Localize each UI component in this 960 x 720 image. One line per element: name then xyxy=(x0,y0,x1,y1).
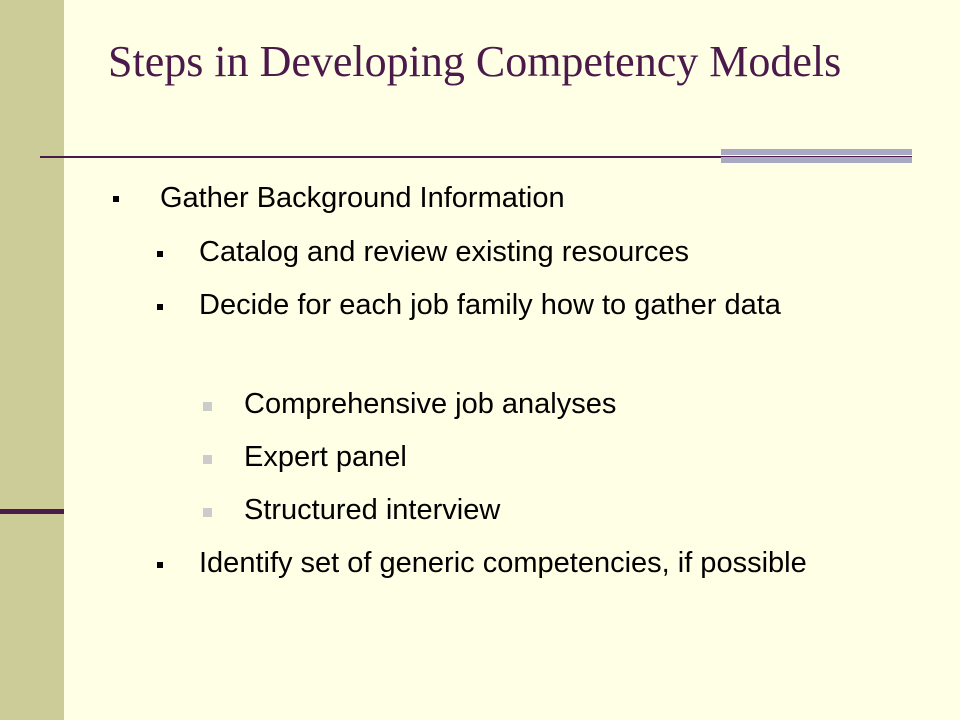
slide-title: Steps in Developing Competency Models xyxy=(108,37,842,86)
list-item: Identify set of generic competencies, if possible xyxy=(199,547,807,579)
square-bullet-icon xyxy=(157,562,163,568)
list-item: Comprehensive job analyses xyxy=(244,388,617,420)
list-item: Decide for each job family how to gather data xyxy=(199,289,781,321)
square-bullet-icon xyxy=(157,251,163,257)
square-bullet-icon xyxy=(157,304,163,310)
list-item: Structured interview xyxy=(244,494,501,526)
list-item: Expert panel xyxy=(244,441,407,473)
gray-bullet-icon xyxy=(203,455,212,464)
list-item: Catalog and review existing resources xyxy=(199,236,690,268)
square-bullet-icon xyxy=(113,196,119,202)
gray-bullet-icon xyxy=(203,508,212,517)
gray-bullet-icon xyxy=(203,402,212,411)
list-item: Gather Background Information xyxy=(160,182,565,214)
